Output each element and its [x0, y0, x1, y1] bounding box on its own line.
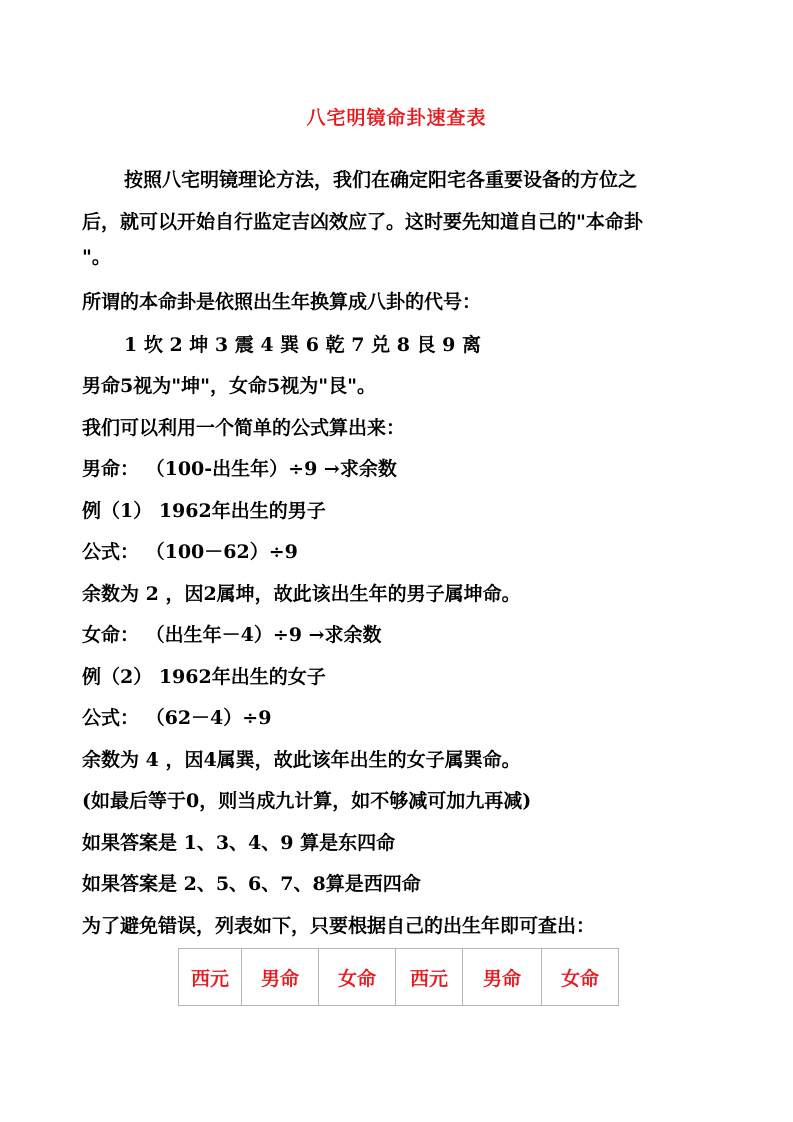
text-line-example-2-formula: 公式： （62－4）÷9: [82, 707, 272, 729]
table-header-cell: 男命: [463, 949, 542, 1006]
intro-line-3: "。: [82, 246, 111, 268]
lookup-table: [178, 948, 619, 1006]
text-line-table-intro: 为了避免错误，列表如下，只要根据自己的出生年即可查出：: [82, 915, 596, 937]
table-header-cell: 男命: [242, 949, 319, 1006]
text-line-example-1-formula: 公式： （100－62）÷9: [82, 541, 298, 563]
intro-line-1: 按照八宅明镜理论方法，我们在确定阳宅各重要设备的方位之: [124, 169, 638, 191]
text-line-east-four: 如果答案是 1、3、4、9 算是东四命: [82, 832, 396, 854]
text-line-definition: 所谓的本命卦是依照出生年换算成八卦的代号：: [82, 291, 482, 313]
table-header-row: [179, 949, 619, 1006]
table-header-cell: 女命: [542, 949, 619, 1006]
text-line-west-four: 如果答案是 2、5、6、7、8算是西四命: [82, 873, 421, 895]
text-line-formula-intro: 我们可以利用一个简单的公式算出来：: [82, 417, 406, 439]
table-header-cell: 女命: [319, 949, 396, 1006]
text-line-example-1-result: 余数为 2 ，因2属坤，故此该出生年的男子属坤命。: [82, 583, 521, 605]
text-line-female-formula: 女命： （出生年－4）÷9 →求余数: [82, 624, 382, 646]
intro-line-2: 后，就可以开始自行监定吉凶效应了。这时要先知道自己的"本命卦: [82, 211, 643, 233]
table-header-cell: 西元: [396, 949, 463, 1006]
text-line-example-1: 例（1） 1962年出生的男子: [82, 500, 326, 522]
text-line-five-rule: 男命5视为"坤"，女命5视为"艮"。: [82, 375, 377, 397]
intro-paragraph: [82, 159, 722, 271]
page-title: 八宅明镜命卦速查表: [306, 107, 487, 129]
text-line-example-2-result: 余数为 4 ，因4属巽，故此该年出生的女子属巽命。: [82, 749, 521, 771]
text-line-male-formula: 男命： （100-出生年）÷9 →求余数: [82, 458, 397, 480]
table-header-cell: 西元: [179, 949, 242, 1006]
text-line-zero-note: (如最后等于0，则当成九计算，如不够减可加九再减): [82, 790, 532, 812]
text-line-trigram-codes: 1 坎 2 坤 3 震 4 巽 6 乾 7 兑 8 艮 9 离: [124, 334, 481, 356]
text-line-example-2: 例（2） 1962年出生的女子: [82, 666, 326, 688]
